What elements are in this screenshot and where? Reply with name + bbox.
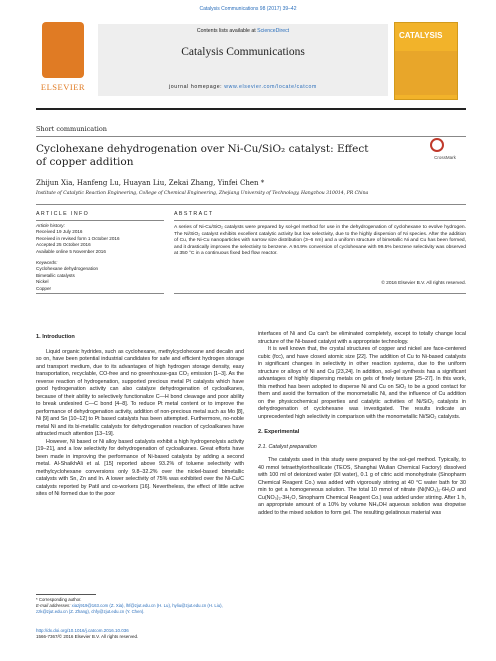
sciencedirect-link[interactable]: ScienceDirect <box>257 28 290 34</box>
cover-title: CATALYSIS <box>399 31 443 40</box>
keyword: Nickel <box>36 279 49 285</box>
history-item: Available online 5 November 2016 <box>36 248 106 254</box>
subsection-heading-catalyst-preparation: 2.1. Catalyst preparation <box>258 443 317 450</box>
article-info-heading: ARTICLE INFO <box>36 211 90 217</box>
contents-prefix: Contents lists available at <box>196 28 256 34</box>
divider <box>36 293 164 294</box>
elsevier-tree-icon <box>42 22 84 78</box>
article-title: Cyclohexane dehydrogenation over Ni-Cu/SiO₂ catalyst: Effect of copper addition <box>36 143 369 168</box>
keywords-label: Keywords: <box>36 260 58 266</box>
body-column-right <box>258 331 466 517</box>
footnote <box>36 597 246 614</box>
paragraph: It is well known that, the crystal structures of copper and nickel are face-centered cubic (fcc), and have closed atomic size [22]. The addition of Cu to Ni-based catalysts in significant changes in selectivity in other reaction systems, due to the uniform structure or alloys of Ni and Cu [23,24]. In addition, sol-gel synthesis has a significant advantages of highly dispersing metals on gels of finely texture [25–27]. In this work, this method has been adopted to disperse Ni and Cu on SiO₂ to be a good contact for them and avoid the formation of the monometallic Ni, and the influence of Cu addition on the physicochemical properties and catalytic activities of Ni/SiO₂ catalysts in dehydrogenation of cyclohexane was investigated. The results indicate an unprecedented high selectivity in comparison with the monometallic Ni/SiO₂ catalysts. <box>258 346 466 420</box>
cover-band <box>395 51 457 95</box>
paragraph: Liquid organic hydrides, such as cyclohexane, methylcyclohexane and decalin and so on, have been potential industrial candidates for safe and efficient hydrogen storage and transport medium, due to its advantages of high hydrogen storage density, easy transportation, recyclable, CO-free and no greenhouse-gas CO₂ emission [1–3]. As the reverse reaction of hydrogenation, supported precious metal Pt catalysts which have good hydrogenation activity can also catalyze dehydrogenation of cycloalkanes, because of their ability to selectively functionalize C—H bond cleavage and poor ability to break undesired C—C bond [4–8]. To reduce Pt metal content or to improve the performance of dehydrogenation activity, addition of non-precious metal such as Mo [8], Ni [9] and Sn [10–12] to Pt based catalysts has been attempted. Furthermore, no-noble metal Ni and its bi-metallic catalysts for dehydrogenation reaction of cycloalkanes have attracted much attention [13–19]. <box>36 348 244 437</box>
divider <box>174 293 466 294</box>
journal-homepage <box>98 84 388 90</box>
paragraph: interfaces of Ni and Cu can't be eliminated completely, except to totally change local structure of the Ni-based catalyst with a appropriate technology. <box>258 331 466 345</box>
journal-reference[interactable]: Catalysis Communications 98 (2017) 39–42 <box>199 6 297 12</box>
history-item: Received 19 July 2016 <box>36 229 83 235</box>
keyword: Bimetallic catalysts <box>36 272 75 278</box>
crossmark-icon <box>430 138 444 152</box>
divider <box>36 220 164 221</box>
body-column-left <box>36 330 244 499</box>
corresponding-author-note: * Corresponding author. <box>36 597 82 602</box>
article-info <box>36 223 164 292</box>
divider <box>36 204 466 205</box>
abstract-text: A series of Ni-Cu/SiO₂ catalysts were prepared by sol-gel method for use in the dehydrogenation of cyclohexane to evolve hydrogen. The Ni/SiO₂ catalyst exhibits excellent catalytic activity but low selectivity, due to the highly dispersion of Ni species. After the addition of Cu, the Ni-Cu nanoparticles with narrow size distribution (3–6 nm) and a uniform structure of bimetallic Ni and Cu has been formed, and it drastically improves the selectivity to benzene. A 94.9% conversion of cyclohexane with 99.5% benzene selectivity was observed at 350 °C in a continuous fixed bed flow reactor. <box>174 225 466 256</box>
doi-block <box>36 628 138 640</box>
contents-line <box>98 28 388 34</box>
homepage-prefix: journal homepage: <box>169 84 223 90</box>
abstract-heading: ABSTRACT <box>174 211 214 217</box>
section-heading-introduction: 1. Introduction <box>36 334 75 340</box>
journal-header <box>36 16 466 106</box>
email-label: E-mail addresses: <box>36 602 71 608</box>
crossmark-badge[interactable] <box>424 138 466 164</box>
affiliation: Institute of Catalytic Reaction Engineering, College of Chemical Engineering, Zhejiang University of Technology, Hangzhou 310014, PR China <box>36 191 369 196</box>
doi-link[interactable]: http://dx.doi.org/10.1016/j.catcom.2016.10.036 <box>36 628 129 633</box>
keyword: Copper <box>36 285 52 291</box>
header-divider <box>36 108 466 110</box>
crossmark-label: CrossMark <box>434 155 456 160</box>
elsevier-logo <box>36 20 90 96</box>
issn-line: 1566-7367/© 2016 Elsevier B.V. All rights reserved. <box>36 634 139 639</box>
publisher-name: ELSEVIER <box>40 82 86 92</box>
email-addresses[interactable]: xiazj919@163.com (Z. Xia), lhf@zjut.edu.cn (H. Lu), hyliu@zjut.edu.cn (H. Liu), zzk@zjut.edu.cn (Z. Zhang), chfy@zjut.edu.cn (Y. Chen). <box>36 602 223 614</box>
journal-cover-image <box>394 22 458 100</box>
paragraph: The catalysts used in this study were prepared by the sol-gel method. Typically, to 40 mmol tetraethylorthosilicate (TEOS, Shanghai Wulian Chemical Factory) dissolved with 100 ml of deionized water (DI water), 0.1 g of citric acid monohydrate (Sinopharm Chemical Reagent Co.) was added with vigorously stirring at 40 °C water bath for 30 min to get a homogeneous solution. The total 10 mmol of nitrate (Ni(NO₃)₂·6H₂O and Cu(NO₃)₂·3H₂O, Sinopharm Chemical Reagent Co.) was added under stirring. After 1 h, an appropriate amount of a 10% by volume NH₄OH aqueous solution was dropwise added to the mixed solution to form gel. The resulting gelatinous material was <box>258 457 466 516</box>
section-heading-experimental: 2. Experimental <box>258 429 300 435</box>
keyword: Cyclohexane dehydrogenation <box>36 266 99 272</box>
abstract-copyright: © 2016 Elsevier B.V. All rights reserved. <box>381 281 466 286</box>
author-list: Zhijun Xia, Hanfeng Lu, Huayan Liu, Zekai Zhang, Yinfei Chen * <box>36 179 265 187</box>
history-item: Received in revised form 1 October 2016 <box>36 235 120 241</box>
journal-title: Catalysis Communications <box>181 46 305 58</box>
journal-banner <box>98 24 388 96</box>
homepage-link[interactable]: www.elsevier.com/locate/catcom <box>224 84 317 90</box>
paragraph: However, Ni based or Ni alloy based catalysts exhibit a high hydrogenolysis activity [19–21], and a low selectivity for dehydrogenation of cycloalkanes. Great efforts have been made in improving the performance of Ni-based catalysts by adding a second metal. Al-ShaikhAli et al. [15] reported above 93.2% of toluene selectivity with methylcyclohexane conversions only 9.8–32.2% over the nickel-based bimetallic catalysts with Sn, Zn and In. A lower selectivity of 75% was exhibited over the Ni-Cu/C catalysts reported by Patil and co-workers [16]. Nevertheless, the effect of little active sites of Ni formed due to the poor <box>36 438 244 497</box>
footnote-divider <box>36 594 96 595</box>
divider <box>174 220 466 221</box>
article-type: Short communication <box>36 125 107 133</box>
history-label: Article history: <box>36 223 65 228</box>
divider <box>36 136 466 137</box>
history-item: Accepted 25 October 2016 <box>36 242 91 248</box>
